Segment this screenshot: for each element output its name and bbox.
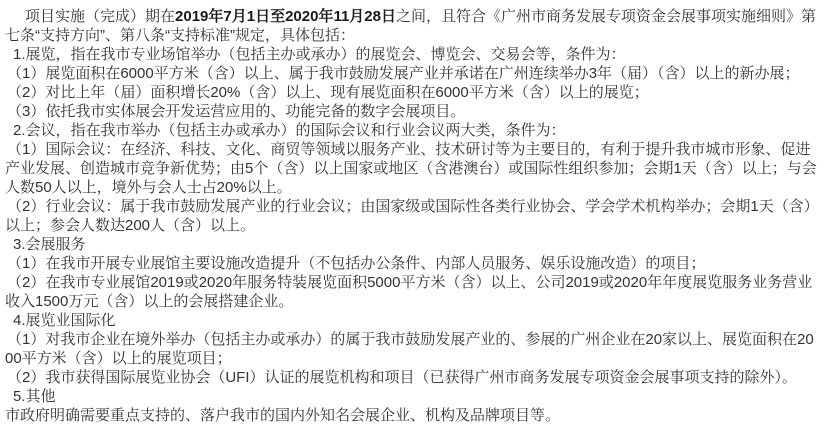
section-3-item-2: （2）在我市专业展馆2019或2020年服务特装展览面积5000平方米（含）以上、公司2019或2020年年度展览服务业务营业收入1500万元（含）以上的会展搭建企业。 [5,274,813,310]
section-2-item-2: （2）行业会议：属于我市鼓励发展产业的行业会议；由国家级或国际性各类行业协会、学会学术机构举办；会期1天（含）以上；参会人数达200人（含）以上。 [5,198,819,234]
section-3-heading: 3.会展服务 [13,236,86,253]
section-1-heading: 1.展览，指在我市专业场馆举办（包括主办或承办）的展览会、博览会、交易会等，条件为： [13,46,626,63]
section-1-item-1: （1）展览面积在6000平方米（含）以上、属于我市鼓励发展产业并承诺在广州连续举办3年（届）（含）以上的新办展； [7,65,800,82]
section-4-item-1: （1）对我市企业在境外举办（包括主办或承办）的属于我市鼓励发展产业的、参展的广州企业在20家以上、展览面积在2000平方米（含）以上的展览项目； [5,331,814,367]
section-5-heading: 5.其他 [13,388,56,405]
intro-paragraph [5,7,822,45]
section-3-item-1: （1）在我市开展专业展馆主要设施改造提升（不包括办公条件、内部人员服务、娱乐设施改造）的项目； [7,255,706,272]
section-2-item-1: （1）国际会议：在经济、科技、文化、商贸等领域以服务产业、技术研讨等为主要目的，有利于提升我市城市形象、促进产业发展、创造城市竞争新优势；由5个（含）以上国家或地区（含港澳台）或国际性组织参加；会期1天（含）以上；与会人数50人以上，境外与会人士占20%以上。 [5,141,817,196]
section-4-item-2: （2）我市获得国际展览业协会（UFI）认证的展览机构和项目（已获得广州市商务发展专项资金会展事项支持的除外）。 [7,369,798,386]
section-1-item-2: （2）对比上年（届）面积增长20%（含）以上、现有展览面积在6000平方米（含）以上的展览； [7,84,649,101]
project-period-dates: 2019年7月1日至2020年11月28日 [175,8,396,25]
intro-text-pre: 项目实施（完成）期在 [25,8,176,25]
intro-text-post: 之间，且符合《广州市商务发展专项资金会展事项实施细则》第七条“支持方向”、第八条“支持标准”规定，具体包括： [5,8,816,44]
section-1-item-3: （3）依托我市实体展会开发运营应用的、功能完备的数字会展项目。 [7,103,466,120]
section-4-heading: 4.展览业国际化 [13,312,116,329]
closing-paragraph: 市政府明确需要重点支持的、落户我市的国内外知名会展企业、机构及品牌项目等。 [5,407,561,424]
section-2-heading: 2.会议，指在我市举办（包括主办或承办）的国际会议和行业会议两大类，条件为： [13,122,566,139]
